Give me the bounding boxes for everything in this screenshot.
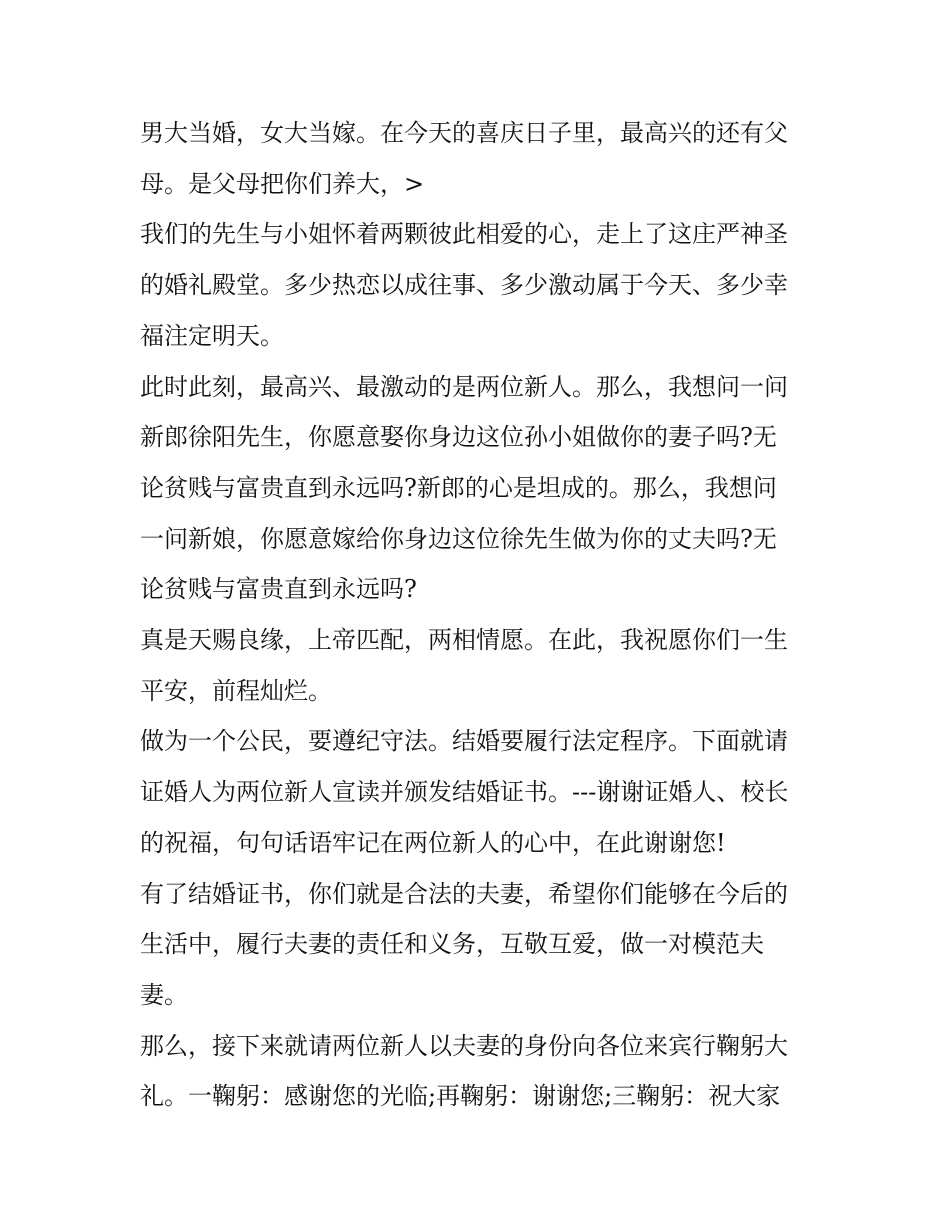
paragraph — [140, 869, 820, 1021]
text-line: 我们的先生与小姐怀着两颗彼此相爱的心，走上了这庄严神圣 — [140, 220, 788, 249]
text-line: 做为一个公民，要遵纪守法。结婚要履行法定程序。下面就请 — [140, 727, 788, 756]
text-line: 母。是父母把你们养大，> — [140, 169, 425, 198]
text-line: 论贫贱与富贵直到永远吗? — [140, 575, 417, 604]
text-line: 那么，接下来就请两位新人以夫妻的身份向各位来宾行鞠躬大 — [140, 1031, 788, 1060]
text-line: 论贫贱与富贵直到永远吗?新郎的心是坦成的。那么，我想问 — [140, 473, 777, 502]
paragraph — [140, 362, 820, 616]
text-line: 一问新娘，你愿意嫁给你身边这位徐先生做为你的丈夫吗?无 — [140, 524, 777, 553]
text-line: 新郎徐阳先生，你愿意娶你身边这位孙小姐做你的妻子吗?无 — [140, 423, 777, 452]
text-line: 福注定明天。 — [140, 321, 284, 350]
text-line: 男大当婚，女大当嫁。在今天的喜庆日子里，最高兴的还有父 — [140, 119, 788, 147]
paragraph — [140, 716, 820, 868]
text-line: 此时此刻，最高兴、最激动的是两位新人。那么，我想问一问 — [140, 372, 788, 401]
text-line: 礼。一鞠躬：感谢您的光临;再鞠躬：谢谢您;三鞠躬：祝大家 — [140, 1082, 781, 1111]
text-line: 的祝福，句句话语牢记在两位新人的心中，在此谢谢您! — [140, 828, 726, 857]
text-line: 生活中，履行夫妻的责任和义务，互敬互爱，做一对模范夫 — [140, 930, 764, 959]
text-line: 平安，前程灿烂。 — [140, 676, 332, 705]
document-body — [140, 108, 820, 1122]
text-line: 证婚人为两位新人宣读并颁发结婚证书。---谢谢证婚人、校长 — [140, 778, 789, 807]
text-line: 妻。 — [140, 980, 188, 1009]
text-line: 的婚礼殿堂。多少热恋以成往事、多少激动属于今天、多少幸 — [140, 271, 788, 300]
text-line: 有了结婚证书，你们就是合法的夫妻，希望你们能够在今后的 — [140, 879, 788, 908]
paragraph — [140, 209, 820, 361]
paragraph — [140, 108, 820, 209]
paragraph — [140, 615, 820, 716]
text-line: 真是天赐良缘，上帝匹配，两相情愿。在此，我祝愿你们一生 — [140, 626, 788, 655]
paragraph — [140, 1021, 820, 1122]
